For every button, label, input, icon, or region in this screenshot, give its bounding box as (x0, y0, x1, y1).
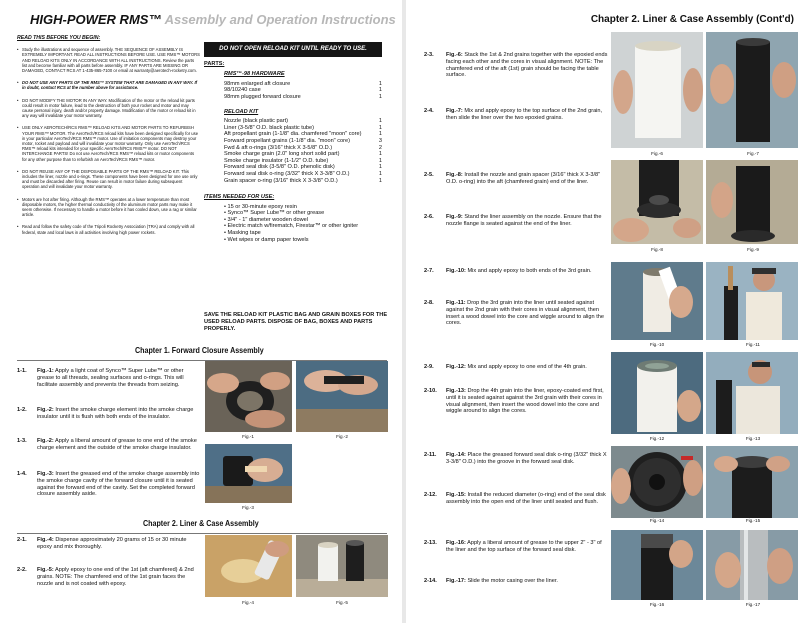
tool-item: • 15 or 30-minute epoxy resin (224, 203, 297, 210)
warning-item: • Motors are hot after firing. Although the RMS™ operates at a lower temperature than most disposable motors, the higher thermal conductivity of the aluminum motor parts may make it seem otherwise. If necessary to handle a motor before it has cooled down, use a rag or similar article. (17, 197, 200, 218)
step-1-2: 1-2. Fig.-2: Insert the smoke charge element into the smoke charge insulator until it is flush with both ends of the insulator. (17, 407, 194, 420)
parts-row: 98/10240 case 1 (224, 87, 382, 94)
read-first-heading: READ THIS BEFORE YOU BEGIN: (17, 35, 101, 41)
photo-fig-6 (611, 32, 703, 148)
parts-panel (204, 42, 382, 243)
step-2-1: 2-1. Fig.-4: Dispense approximately 20 grams of 15 or 30 minute epoxy and mix thoroughly. (17, 537, 187, 550)
do-not-open-banner: DO NOT OPEN RELOAD KIT UNTIL READY TO USE. (204, 42, 382, 57)
parts-row: Forward propellant grains (1-1/8" dia. "moon" core) 3 (224, 137, 382, 144)
warning-item: • DO NOT REUSE ANY OF THE DISPOSABLE PARTS OF THE RMS™ RELOAD KIT. This includes the liner, nozzle and o-rings. These components have been designed for one use only and must be discarded after firing. Reuse can result in motor failure during subsequent operation and will invalidate your motor warranty. (17, 169, 200, 190)
step-2-2: 2-2. Fig.-5: Apply epoxy to one end of the 1st (aft chamfered) & 2nd grains. NOTE: The chamfered end of the 1st grain faces the nozzle and is not coated with epoxy. (17, 567, 194, 587)
fig-caption: Fig.-10 (649, 342, 665, 347)
step-2-9: 2-9. Fig.-12: Mix and apply epoxy to one end of the 4th grain. (424, 364, 587, 370)
fig-caption: Fig.-15 (745, 518, 761, 523)
chapter-2-heading: Chapter 2. Liner & Case Assembly (143, 518, 259, 528)
fig-caption: Fig.-1 (242, 434, 254, 439)
step-2-13: 2-13. Fig.-16: Apply a liberal amount of grease to the upper 2" - 3" of the liner and the top surface of the forward seal disk. (424, 540, 602, 553)
parts-row: 98mm plugged forward closure 1 (224, 93, 382, 100)
parts-row: Liner (3-5/8" O.D. black plastic tube) 1 (224, 124, 382, 131)
step-2-14: 2-14. Fig.-17: Slide the motor casing over the liner. (424, 578, 558, 584)
photo-fig-1 (205, 361, 292, 432)
parts-row: Grain spacer o-ring (3/16" thick X 3-3/8" O.D.) 1 (224, 177, 382, 184)
step-2-4: 2-4. Fig.-7: Mix and apply epoxy to the top surface of the 2nd grain, then slide the liner over the two epoxied grains. (424, 108, 603, 121)
read-first-column (17, 36, 200, 242)
photo-fig-7 (706, 32, 798, 148)
fig-caption: Fig.-7 (747, 151, 759, 156)
tool-item: • Electric match w/firematch, Firestar™ or other igniter (224, 223, 359, 230)
step-2-8: 2-8. Fig.-11: Drop the 3rd grain into the liner until seated against against the 2nd grain with their cores in visual alignment, then insert a wood dowel into the core and wiggle around to align the cores. (424, 300, 604, 327)
parts-row: Forward seal disk (3-5/8" O.D. phenolic disk) 1 (224, 164, 382, 171)
photo-fig-11 (706, 262, 798, 340)
tools-list (204, 204, 382, 244)
hardware-list (204, 81, 382, 101)
step-2-11: 2-11. Fig.-14: Place the greased forward seal disk o-ring (3/32" thick X 3-3/8" O.D.) into the groove in the forward seal disk. (424, 452, 607, 465)
divider (17, 533, 387, 534)
step-2-3: 2-3. Fig.-6: Stack the 1st & 2nd grains together with the epoxied ends facing each other and the cores in visual alignment. NOTE: The chamfered end of the aft (1st) grain should be facing the table surface. (424, 52, 608, 79)
step-2-5: 2-5. Fig.-8: Install the nozzle and grain spacer (3/16" thick X 3-3/8" O.D. o-ring) into the aft (chamfered grain) end of the liner. (424, 172, 601, 185)
warning-item: • Read and follow the safety code of the Tripoli Rocketry Association (TRA) and comply with all federal, state and local laws in all activities involving high power rockets. (17, 224, 200, 234)
warning-item: • DO NOT MODIFY THE MOTOR IN ANY WAY. Modification of the motor or the reload kit parts could result in motor failure, lead to the destruction of both your rocket and motor and may cause personal injury, death and/or property damage. Modification of the motor or reload kit in any way will invalidate your motor warranty. (17, 98, 200, 119)
photo-fig-12 (611, 352, 703, 434)
warning-list (17, 47, 200, 235)
photo-fig-14 (611, 446, 703, 518)
parts-heading: PARTS: (204, 60, 225, 67)
tool-item: • Synco™ Super Lube™ or other grease (224, 210, 325, 217)
fig-caption: Fig.-9 (747, 247, 759, 252)
right-page-title: Chapter 2. Liner & Case Assembly (Cont'd) (590, 14, 794, 25)
fig-caption: Fig.-8 (651, 247, 663, 252)
fig-caption: Fig.-17 (745, 602, 761, 607)
photo-fig-15 (706, 446, 798, 518)
warning-item: • Study the illustrations and sequence of assembly. THE SEQUENCE OF ASSEMBLY IS EXTREMELY IMPORTANT. READ ALL INSTRUCTIONS BEFORE USE. USE RMS™ MOTORS AND RELOAD KITS ONLY IN ACCORDANCE WITH ALL INSTRUCTIONS. Review the parts list and become familiar with all parts before assembly. IF ANY PARTS ARE MISSING OR DAMAGED, CONTACT RCS AT 1-435-865-7100 or email at warranty@aerotech-rocketry.com. (17, 47, 200, 73)
step-2-6: 2-6. Fig.-9: Stand the liner assembly on the nozzle. Ensure that the nozzle flange is seated against the end of the liner. (424, 214, 602, 227)
photo-fig-8 (611, 160, 703, 244)
tools-heading: ITEMS NEEDED FOR USE: (204, 194, 275, 201)
parts-row: Smoke charge insulator (1-1/2" O.D. tube) 1 (224, 157, 382, 164)
photo-fig-16 (611, 530, 703, 600)
tool-item: • 3/4" - 1" diameter wooden dowel (224, 216, 308, 223)
fig-caption: Fig.-13 (745, 436, 761, 441)
chapter-1-heading: Chapter 1. Forward Closure Assembly (135, 345, 264, 355)
step-2-10: 2-10. Fig.-13: Drop the 4th grain into the liner, epoxy-coated end first, until it is seated against against the 3rd grain with their cores in visual alignment, then insert the wood dowel into the core and wiggle around to align the cores. (424, 388, 604, 415)
parts-row: Nozzle (black plastic part) 1 (224, 118, 382, 125)
parts-row: Forward seal disk o-ring (3/32" thick X 3-3/8" O.D.) 1 (224, 170, 382, 177)
fig-caption: Fig.-3 (242, 505, 254, 510)
reload-list (204, 118, 382, 184)
fig-caption: Fig.-5 (336, 600, 348, 605)
parts-row: Fwd & aft o-rings (3/16" thick X 3-5/8" O.D.) 2 (224, 144, 382, 151)
fig-caption: Fig.-11 (746, 342, 760, 347)
parts-row: 98mm enlarged aft closure 1 (224, 80, 382, 87)
fig-caption: Fig.-2 (336, 434, 348, 439)
step-2-7: 2-7. Fig.-10: Mix and apply epoxy to both ends of the 3rd grain. (424, 268, 592, 274)
reload-heading: RELOAD KIT (224, 108, 259, 115)
step-2-12: 2-12. Fig.-15: Install the reduced diameter (o-ring) end of the seal disk assembly into the open end of the liner until seated and flush. (424, 492, 606, 505)
step-1-3: 1-3. Fig.-2: Apply a liberal amount of grease to one end of the smoke charge element and the outside of the smoke charge insulator. (17, 438, 197, 451)
fig-caption: Fig.-14 (649, 518, 665, 523)
photo-fig-17 (706, 530, 798, 600)
fig-caption: Fig.-4 (242, 600, 254, 605)
fig-caption: Fig.-16 (649, 602, 665, 607)
right-page (404, 0, 808, 623)
step-1-1: 1-1. Fig.-1: Apply a light coat of Synco™ Super Lube™ or other grease to all threads, sealing surfaces and o-rings. This will facilitate assembly and prevents the threads from seizing. (17, 368, 184, 388)
photo-fig-4 (205, 535, 292, 597)
tool-item: • Wet wipes or damp paper towels (224, 236, 309, 243)
photo-fig-3 (205, 444, 292, 503)
hardware-heading: RMS™-98 HARDWARE (224, 71, 285, 78)
photo-fig-13 (706, 352, 798, 434)
photo-fig-5 (296, 535, 388, 597)
fig-caption: Fig.-6 (651, 151, 663, 156)
tool-item: • Masking tape (224, 230, 261, 237)
photo-fig-2 (296, 361, 388, 432)
parts-row: Smoke charge grain (2.0" long short solid part) 1 (224, 151, 382, 158)
photo-fig-10 (611, 262, 703, 340)
parts-row: Aft propellant grain (1-1/8" dia. chamfered "moon" core) 1 (224, 131, 382, 138)
save-kit-note: SAVE THE RELOAD KIT PLASTIC BAG AND GRAIN BOXES FOR THE USED RELOAD PARTS. DISPOSE OF BAG, BOXES AND PARTS PROPERLY. (204, 312, 388, 332)
warning-item: • USE ONLY AEROTECH/RCS RMS™ RELOAD KITS AND MOTOR PARTS TO REFURBISH YOUR RMS™ MOTOR. The AeroTech/RCS reload kits have been designed specifically for use in your particular AeroTech/RCS RMS™ motor. Use of imitation components may destroy your motor, rocket and payload and will invalidate your motor warranty. Only use AeroTech/RCS RMS™ reload kits intended for your specific AeroTech/RCS RMS™ motor. DO NOT INTERCHANGE PARTS! Do not use AeroTech/RCS RMS™ reload kits or motor components for any other purpose than to refurbish an AeroTech/RCS RMS™ motor. (17, 125, 200, 161)
photo-fig-9 (706, 160, 798, 244)
step-1-4: 1-4. Fig.-3: Insert the greased end of the smoke charge assembly into the smoke charge cavity of the forward closure until it is seated against the forward end of the cavity. Set the completed forward closure assembly aside. (17, 471, 200, 498)
warning-item: • DO NOT USE ANY PARTS OF THE RMS™ SYSTEM THAT ARE DAMAGED IN ANY WAY. If in doubt, contact RCS at the number above for assistance. (17, 80, 200, 90)
fig-caption: Fig.-12 (649, 436, 665, 441)
manual-title: HIGH-POWER RMS™ Assembly and Operation Instructions (30, 12, 396, 27)
